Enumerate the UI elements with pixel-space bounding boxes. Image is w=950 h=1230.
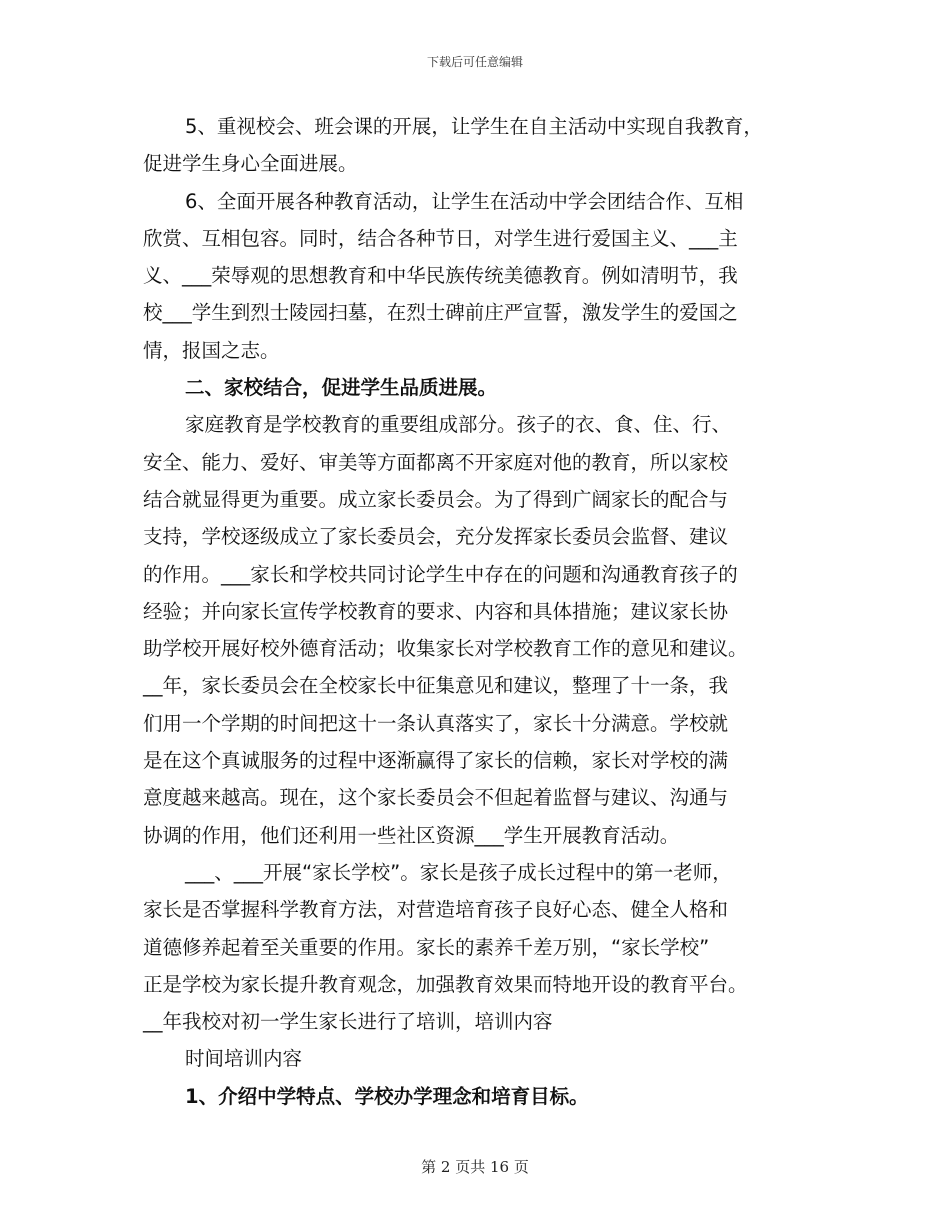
- list-item-heading: 1、介绍中学特点、学校办学理念和培育目标。: [185, 1084, 589, 1108]
- text-line: 结合就显得更为重要。成立家长委员会。为了得到广阔家长的配合与: [143, 487, 729, 511]
- text-line: __年，家长委员会在全校家长中征集意见和建议，整理了十一条，我: [143, 674, 729, 698]
- text-line: 是在这个真诚服务的过程中逐渐赢得了家长的信赖，家长对学校的满: [143, 749, 729, 773]
- document-body: [143, 108, 813, 1115]
- text-line: 欣赏、互相包容。同时，结合各种节日，对学生进行爱国主义、___主: [143, 226, 738, 250]
- text-line: 家庭教育是学校教育的重要组成部分。孩子的衣、食、住、行、: [185, 413, 732, 437]
- text-line: 促进学生身心全面进展。: [143, 152, 358, 176]
- paragraph-parent-school: [143, 854, 813, 1040]
- text-line: 家长是否掌握科学教育方法，对营造培育孩子良好心态、健全人格和: [143, 898, 729, 922]
- text-line: ___、___开展“家长学校”。家长是孩子成长过程中的第一老师，: [185, 860, 732, 884]
- paragraph-5: [143, 108, 813, 183]
- text-line: 正是学校为家长提升教育观念，加强教育效果而特地开设的教育平台。: [143, 972, 748, 996]
- list-item-1: [143, 1078, 813, 1115]
- text-line: 校___学生到烈士陵园扫墓，在烈士碑前庄严宣誓，激发学生的爱国之: [143, 301, 738, 325]
- text-line: 6、全面开展各种教育活动，让学生在活动中学会团结合作、互相: [185, 189, 744, 213]
- text-line: 的作用。___家长和学校共同讨论学生中存在的问题和沟通教育孩子的: [143, 562, 738, 586]
- text-line: 安全、能力、爱好、审美等方面都离不开家庭对他的教育，所以家校: [143, 450, 729, 474]
- text-line: 5、重视校会、班会课的开展，让学生在自主活动中实现自我教育，: [185, 115, 763, 138]
- text-line: 们用一个学期的时间把这十一条认真落实了，家长十分满意。学校就: [143, 711, 729, 735]
- text-line: 意度越来越高。现在，这个家长委员会不但起着监督与建议、沟通与: [143, 786, 729, 810]
- page-header-note: 下载后可任意编辑: [426, 55, 523, 69]
- paragraph-family-education: [143, 406, 813, 854]
- paragraph-time-content: [143, 1040, 813, 1077]
- page-number: 第 2 页共 16 页: [421, 1158, 529, 1176]
- paragraph-6: [143, 183, 813, 369]
- section-heading-2: [143, 369, 813, 406]
- text-line: 道德修养起着至关重要的作用。家长的素养千差万别，“家长学校”: [143, 935, 710, 959]
- text-line: 经验；并向家长宣传学校教育的要求、内容和具体措施；建议家长协: [143, 599, 729, 623]
- text-line: __年我校对初一学生家长进行了培训，培训内容: [143, 1010, 553, 1034]
- text-line: 助学校开展好校外德育活动；收集家长对学校教育工作的意见和建议。: [143, 637, 748, 661]
- text-line: 义、___荣辱观的思想教育和中华民族传统美德教育。例如清明节，我: [143, 264, 738, 288]
- text-line: 时间培训内容: [185, 1047, 303, 1071]
- text-line: 情，报国之志。: [143, 338, 280, 362]
- section-heading: 二、家校结合，促进学生品质进展。: [185, 376, 498, 400]
- text-line: 支持，学校逐级成立了家长委员会，充分发挥家长委员会监督、建议: [143, 525, 729, 549]
- text-line: 协调的作用，他们还利用一些社区资源___学生开展教育活动。: [143, 823, 680, 847]
